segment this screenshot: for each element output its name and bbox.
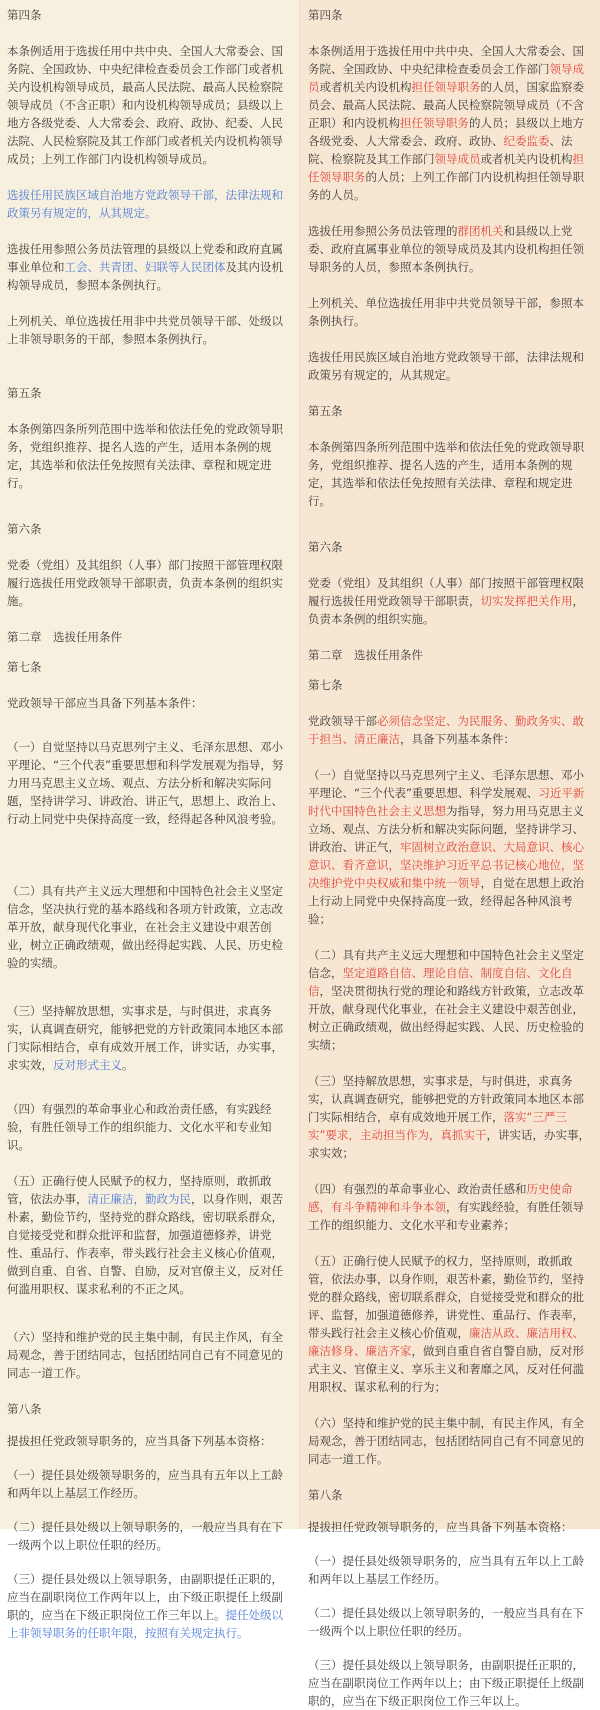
highlight-span: 习近平新时代中国特色社会主义思想 — [308, 786, 585, 818]
article-4-heading: 第四条 — [7, 8, 42, 22]
article-8-heading: 第八条 — [7, 1402, 42, 1416]
article-7-intro — [308, 712, 594, 748]
text-span: 的人员，国家监察委员会、最高人民法院、最高人民检察院领导成员（不含正职）和内设机构 — [308, 80, 584, 130]
article-6-heading: 第六条 — [7, 522, 42, 536]
text-span: 。 — [122, 1058, 134, 1072]
text-span: 党政领导干部 — [308, 714, 377, 728]
highlight-span: 历史使命感，有斗争精神和斗争本领 — [308, 1182, 573, 1214]
article-6-heading: 第六条 — [308, 540, 343, 554]
text-span: （五）正确行使人民赋予的权力，坚持原则，敢抓敢管，依法办事，以身作则，艰苦朴素，勤俭节约，坚持党的群众路线，密切联系群众，自觉接受党和群众的批评、监督，加强道德修养，讲党性、重品行、作表率，带头践行社会主义核心价值观， — [308, 1254, 584, 1340]
highlight-span: 落实“三严三实”要求，主动担当作为，真抓实干 — [308, 1110, 567, 1142]
article-4-paragraph-4: 选拔任用民族区域自治地方党政领导干部，法律法规和政策另有规定的，从其规定。 — [308, 350, 584, 382]
text-span: 本条例适用于选拔任用中共中央、全国人大常委会、国务院、全国政协、中央纪律检查委员会工作部门 — [308, 44, 584, 76]
highlight-span: 领导成员 — [308, 62, 584, 94]
article-7-item-2 — [308, 946, 594, 1054]
chapter-2-heading: 第二章 选拔任用条件 — [308, 648, 423, 662]
text-span: （三）提任县处级以上领导职务，由副职提任正职的，应当在副职岗位工作两年以上，由下级正职提任上级副职的，应当在下级正职岗位工作三年以上。 — [7, 1572, 283, 1622]
text-span: （三）坚持解放思想，实事求是，与时俱进，求真务实，认真调查研究，能够把党的方针政策同本地区本部门实际相结合，卓有成效开展工作，讲实话，办实事，求实效， — [7, 1004, 283, 1072]
article-5-paragraph: 本条例第四条所列范围中选举和依法任免的党政领导职务，党组织推荐、提名人选的产生，适用本条例的规定，其选举和依法任免按照有关法律、章程和规定进行。 — [7, 422, 283, 490]
text-span: 的人员；县级以上地方各级党委、人大常委会、政府、政协、 — [308, 116, 584, 148]
article-4-paragraph-1: 本条例适用于选拔任用中共中央、全国人大常委会、国务院、全国政协、中央纪律检查委员会工作部门或者机关内设机构领导成员，最高人民法院、最高人民检察院领导成员（不含正职）和内设机构领导成员；县级以上地方各级党委、人大常委会、政府、政协、纪委、人民法院、人民检察院及其工作部门或者机关内设机构领导成员；上列工作部门内设机构领导成员。 — [7, 44, 283, 166]
article-8-item-1: （一）提任县处级领导职务的，应当具有五年以上工龄和两年以上基层工作经历。 — [308, 1554, 584, 1586]
text-span: （二）具有共产主义远大理想和中国特色社会主义坚定信念， — [308, 948, 584, 980]
highlight-span: 担任领导职务 — [411, 80, 481, 94]
article-8-intro: 提拔担任党政领导职务的，应当具备下列基本资格： — [7, 1434, 272, 1448]
article-6-paragraph — [308, 574, 594, 628]
article-7-item-5 — [7, 1172, 293, 1298]
highlight-span: 廉洁从政、廉洁用权、廉洁修身、廉洁齐家 — [308, 1326, 584, 1358]
text-span: （一）自觉坚持以马克思列宁主义、毛泽东思想、邓小平理论、“三个代表”重要思想、科学发展观、 — [308, 768, 584, 800]
right-column-new-text — [300, 0, 600, 1708]
highlight-span: 担任领导职务 — [308, 152, 584, 184]
text-span: 或者机关内设机构 — [319, 80, 412, 94]
text-span: ，具备下列基本条件： — [400, 732, 515, 746]
text-span: ，负责本条例的组织实施。 — [308, 594, 584, 626]
highlight-span: 工会、共青团、妇联等人民团体 — [64, 260, 226, 274]
text-span: ，做到自重自省自警自励，反对形式主义、官僚主义、享乐主义和奢靡之风，反对任何滥用职权、谋求私利的行为； — [308, 1344, 584, 1394]
article-8-item-3: （三）提任县处级以上领导职务，由副职提任正职的，应当在副职岗位工作两年以上；由下级正职提任上级副职的，应当在下级正职岗位工作三年以上。 — [308, 1658, 584, 1708]
article-4-paragraph-1 — [308, 42, 594, 204]
article-8-item-2: （二）提任县处级以上领导职务的，一般应当具有在下一级两个以上职位任职的经历。 — [7, 1520, 283, 1552]
article-8-intro: 提拔担任党政领导职务的，应当具备下列基本资格： — [308, 1520, 573, 1534]
highlight-span: 清正廉洁，勤政为民 — [87, 1192, 191, 1206]
text-span: （五）正确行使人民赋予的权力，坚持原则，敢抓敢管，依法办事， — [7, 1174, 272, 1206]
highlight-span: 切实发挥把关作用 — [480, 594, 573, 608]
article-7-item-1 — [308, 766, 594, 928]
article-7-item-3 — [308, 1072, 594, 1162]
text-span: 和县级以上党委、政府直属事业单位的领导成员及其内设机构担任领导职务的人员，参照本条例执行。 — [308, 224, 584, 274]
text-span: （三）坚持解放思想，实事求是，与时俱进，求真务实，认真调查研究，能够把党的方针政策同本地区本部门实际相结合，卓有成效地开展工作， — [308, 1074, 584, 1124]
highlight-span: 必须信念坚定、为民服务、勤政务实、敢于担当、清正廉洁 — [308, 714, 584, 746]
article-7-item-4: （四）有强烈的革命事业心和政治责任感，有实践经验，有胜任领导工作的组织能力、文化水平和专业知识。 — [7, 1102, 272, 1152]
text-span: 选拔任用参照公务员法管理的县级以上党委和政府直属事业单位和 — [7, 242, 283, 274]
text-span: （四）有强烈的革命事业心、政治责任感和 — [308, 1182, 527, 1196]
article-5-heading: 第五条 — [308, 404, 343, 418]
text-span: ，以身作则，艰苦朴素，勤俭节约，坚持党的群众路线，密切联系群众，自觉接受党和群众批评和监督，加强道德修养，讲党性、重品行、作表率，带头践行社会主义核心价值观，做到自重、自省、自警、自励，反对官僚主义，反对任何滥用职权、谋求私利的不正之风。 — [7, 1192, 283, 1296]
article-4-paragraph-2: 选拔任用民族区域自治地方党政领导干部，法律法规和政策另有规定的，从其规定。 — [7, 188, 283, 220]
article-7-heading: 第七条 — [308, 678, 343, 692]
article-7-item-6: （六）坚持和维护党的民主集中制，有民主作风，有全局观念，善于团结同志，包括团结同自己有不同意见的同志一道工作。 — [7, 1330, 283, 1380]
article-6-paragraph: 党委（党组）及其组织（人事）部门按照干部管理权限履行选拔任用党政领导干部职责，负责本条例的组织实施。 — [7, 558, 283, 608]
highlight-span: 牢固树立政治意识、大局意识、核心意识、看齐意识，坚决维护习近平总书记核心地位，坚决维护党中央权威和集中统一领导 — [308, 840, 584, 890]
article-4-paragraph-4: 上列机关、单位选拔任用非中共党员领导干部、处级以上非领导职务的干部，参照本条例执行。 — [7, 314, 283, 346]
article-4-heading: 第四条 — [308, 8, 343, 22]
text-span: ，有实践经验，有胜任领导工作的组织能力、文化水平和专业素养； — [308, 1200, 584, 1232]
highlight-span: 领导成员 — [434, 152, 481, 166]
article-7-item-2: （二）具有共产主义远大理想和中国特色社会主义坚定信念，坚决执行党的基本路线和各项方针政策，立志改革开放，献身现代化事业，在社会主义建设中艰苦创业，树立正确政绩观，做出经得起实践、人民、历史检验的实绩。 — [7, 884, 283, 970]
article-7-item-1: （一）自觉坚持以马克思列宁主义、毛泽东思想、邓小平理论、“三个代表”重要思想和科学发展观为指导，努力用马克思主义立场、观点、方法分析和解决实际问题，坚持讲学习、讲政治、讲正气，思想上、政治上、行动上同党中央保持高度一致，经得起各种风浪考验。 — [7, 740, 284, 826]
article-7-heading: 第七条 — [7, 660, 42, 674]
text-span: 选拔任用参照公务员法管理的 — [308, 224, 458, 238]
article-4-paragraph-2 — [308, 222, 594, 276]
article-8-item-3 — [7, 1570, 293, 1642]
text-span: ，坚决贯彻执行党的理论和路线方针政策，立志改革开放，献身现代化事业，在社会主义建设中艰苦创业，树立正确政绩观，做出经得起实践、人民、历史检验的实绩； — [308, 984, 584, 1052]
left-column-old-text — [0, 0, 300, 1640]
article-7-item-5 — [308, 1252, 594, 1396]
text-span: 或者机关内设机构 — [480, 152, 573, 166]
article-7-item-3 — [7, 1002, 293, 1074]
article-5-paragraph: 本条例第四条所列范围中选举和依法任免的党政领导职务，党组织推荐、提名人选的产生，适用本条例的规定，其选举和依法任免按照有关法律、章程和规定进行。 — [308, 440, 584, 508]
article-8-heading: 第八条 — [308, 1488, 343, 1502]
highlight-span: 纪委监委 — [503, 134, 550, 148]
article-8-item-1: （一）提任县处级领导职务的，应当具有五年以上工龄和两年以上基层工作经历。 — [7, 1468, 283, 1500]
highlight-span: 群团机关 — [457, 224, 504, 238]
text-span: 及其内设机构领导成员，参照本条例执行。 — [7, 260, 283, 292]
text-span: ，讲实话，办实事，求实效； — [308, 1128, 590, 1160]
chapter-2-heading: 第二章 选拔任用条件 — [7, 630, 122, 644]
highlight-span: 担任领导职务 — [400, 116, 469, 130]
article-4-paragraph-3 — [7, 240, 293, 294]
article-7-item-4 — [308, 1180, 594, 1234]
article-5-heading: 第五条 — [7, 386, 42, 400]
article-7-item-6: （六）坚持和维护党的民主集中制，有民主作风，有全局观念，善于团结同志，包括团结同自己有不同意见的同志一道工作。 — [308, 1416, 584, 1466]
article-4-paragraph-3: 上列机关、单位选拔任用非中共党员领导干部，参照本条例执行。 — [308, 296, 584, 328]
article-7-intro: 党政领导干部应当具备下列基本条件： — [7, 696, 203, 710]
highlight-span: 反对形式主义 — [53, 1058, 122, 1072]
text-span: 为指导，努力用马克思主义立场、观点、方法分析和解决实际问题，坚持讲学习、讲政治、讲正气， — [308, 804, 584, 854]
text-span: 的人员；上列工作部门内设机构担任领导职务的人员。 — [308, 170, 584, 202]
highlight-span: 提任处级以上非领导职务的任职年限，按照有关规定执行。 — [7, 1608, 283, 1640]
text-span: 党委（党组）及其组织（人事）部门按照干部管理权限履行选拔任用党政领导干部职责， — [308, 576, 584, 608]
text-span: ，自觉在思想上政治上行动上同党中央保持高度一致，经得起各种风浪考验； — [308, 876, 584, 926]
text-span: 、法院、检察院及其工作部门 — [308, 134, 573, 166]
article-8-item-2: （二）提任县处级以上领导职务的，一般应当具有在下一级两个以上职位任职的经历。 — [308, 1606, 584, 1638]
highlight-span: 坚定道路自信、理论自信、制度自信、文化自信 — [308, 966, 573, 998]
